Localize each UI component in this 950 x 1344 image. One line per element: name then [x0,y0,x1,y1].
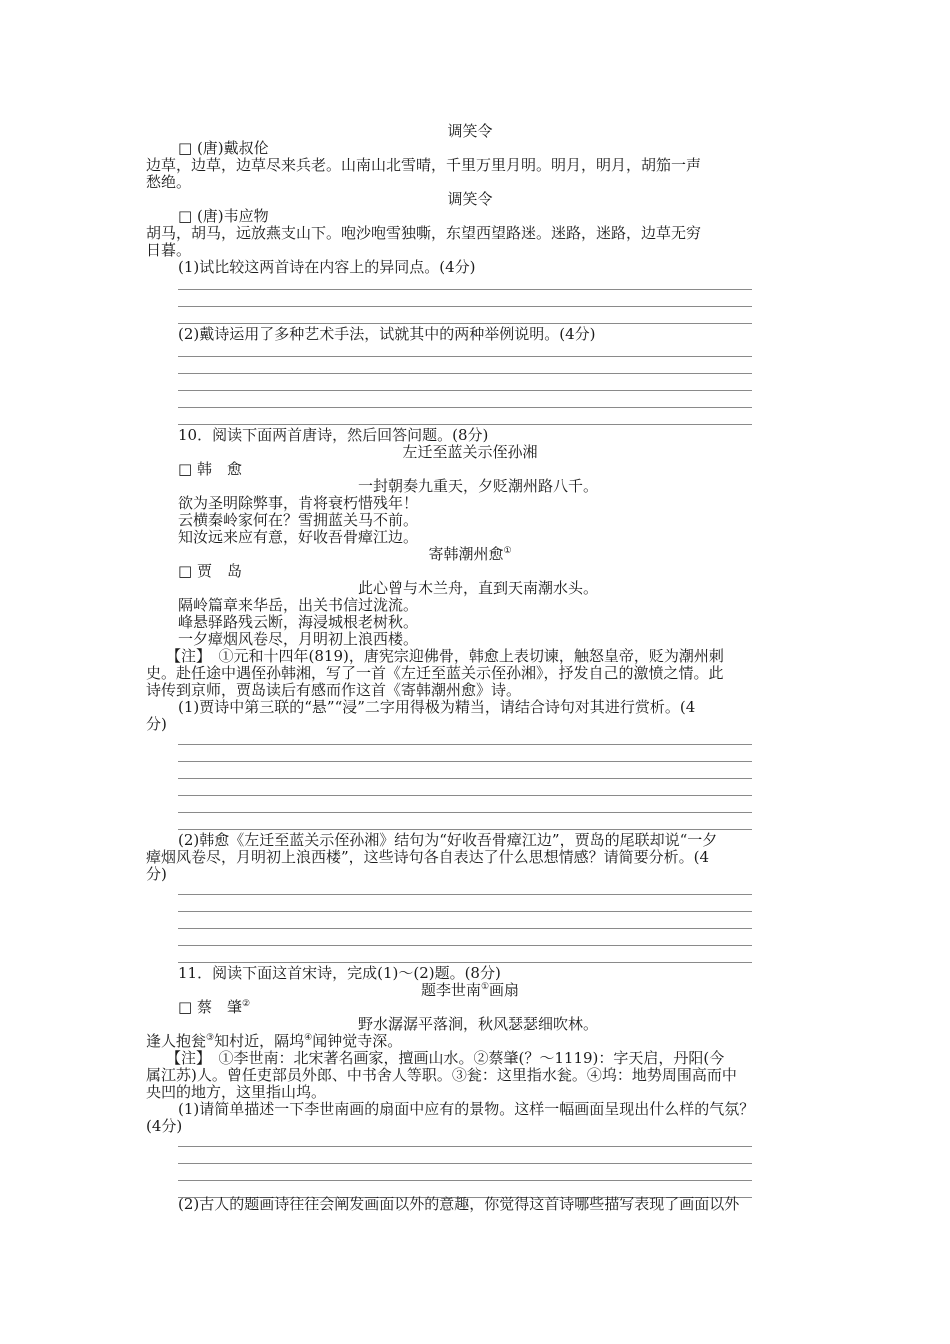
poem-title-text: 寄韩潮州愈 [428,545,504,563]
poem-line: 边草，边草，边草尽来兵老。山南山北雪晴，千里万里月明。明月，明月，胡笳一声 [146,156,702,174]
footnote-marker: ① [480,982,490,992]
poem-line: 一封朝奏九重天，夕贬潮州路八千。 [358,477,599,495]
poem-title [160,982,780,999]
question-text: (2)韩愈《左迁至蓝关示侄孙湘》结句为“好收吾骨瘴江边”，贾岛的尾联却说“一夕 [178,831,718,849]
poem-line: 愁绝。 [146,173,192,191]
footnote-marker: ④ [304,1033,313,1043]
poem-title-text: 画扇 [489,981,520,999]
answer-line [178,744,752,745]
poem-title-text: 题李世南 [420,981,481,999]
poem-line [146,1033,402,1050]
answer-line [178,1146,752,1147]
question-text: (1)试比较这两首诗在内容上的异同点。(4分) [178,258,476,276]
poem-line: 欲为圣明除弊事，肯将衰朽惜残年！ [178,494,419,512]
answer-line [178,1180,752,1181]
poem-line: 峰悬驿路残云断，海浸城根老树秋。 [178,613,419,631]
note-text: 【注】 ①李世南：北宋著名画家，擅画山水。②蔡肇(？～1119)：字天启，丹阳(今 [166,1049,725,1067]
poem-author: □ 韩 愈 [178,460,242,478]
poem-line-text: 知村近，隔坞 [214,1032,305,1050]
footnote-marker: ① [503,546,512,556]
question-text: 分) [146,865,167,883]
answer-line [178,289,752,290]
note-text: 史。赴任途中遇侄孙韩湘，写了一首《左迁至蓝关示侄孙湘》，抒发自己的激愤之情。此 [146,664,724,682]
poem-line: 隔岭篇章来华岳，出关书信过泷流。 [178,596,419,614]
question-text: (2)戴诗运用了多种艺术手法，试就其中的两种举例说明。(4分) [178,325,596,343]
poem-title: 调笑令 [447,122,493,140]
answer-line [178,407,752,408]
poem-line: 胡马，胡马，远放燕支山下。咆沙咆雪独嘶，东望西望路迷。迷路，迷路，边草无穷 [146,224,702,242]
poem-title: 左迁至蓝关示侄孙湘 [402,443,538,461]
answer-line [178,323,752,324]
question-text: (1)贾诗中第三联的“悬”“浸”二字用得极为精当，请结合诗句对其进行赏析。(4 [178,698,696,716]
question-text: (1)请简单描述一下李世南画的扇面中应有的景物。这样一幅画面呈现出什么样的气氛？ [178,1100,755,1118]
note-text: 属江苏)人。曾任吏部员外郎、中书舍人等职。③瓮：这里指水瓮。④坞：地势周围高而中 [146,1066,737,1084]
answer-line [178,829,752,830]
poem-line-text: 闻钟觉寺深。 [312,1032,403,1050]
question-text: (4分) [146,1117,183,1135]
poem-line-text: 逢人抱瓮 [146,1032,207,1050]
poem-title: 调笑令 [447,190,493,208]
footnote-marker: ③ [206,1033,215,1043]
poem-line: 云横秦岭家何在？雪拥蓝关马不前。 [178,511,419,529]
poem-author: □ (唐)韦应物 [178,207,269,225]
answer-line [178,306,752,307]
answer-line [178,1163,752,1164]
poem-line: 野水潺潺平落涧，秋风瑟瑟细吹林。 [358,1015,599,1033]
question-heading: 11．阅读下面这首宋诗，完成(1)～(2)题。(8分) [178,964,501,982]
answer-line [178,424,752,425]
poem-title [160,546,780,563]
poem-author: □ 贾 岛 [178,562,242,580]
answer-line [178,761,752,762]
answer-line [178,928,752,929]
footnote-marker: ② [241,999,251,1009]
poem-author: □ (唐)戴叔伦 [178,139,269,157]
question-heading: 10．阅读下面两首唐诗，然后回答问题。(8分) [178,426,489,444]
answer-line [178,390,752,391]
question-text: (2)古人的题画诗往往会阐发画面以外的意趣，你觉得这首诗哪些描写表现了画面以外 [178,1195,740,1213]
poem-line: 日暮。 [146,241,192,259]
poem-line: 一夕瘴烟风卷尽，月明初上浪西楼。 [178,630,419,648]
poem-line: 知汝远来应有意，好收吾骨瘴江边。 [178,528,419,546]
poem-author-text: □ 蔡 肇 [178,998,242,1016]
answer-line [178,894,752,895]
answer-line [178,812,752,813]
note-text: 央凹的地方，这里指山坞。 [146,1083,327,1101]
note-text: 【注】 ①元和十四年(819)，唐宪宗迎佛骨，韩愈上表切谏，触怒皇帝，贬为潮州刺 [166,647,724,665]
poem-author [178,999,250,1016]
question-text: 瘴烟风卷尽，月明初上浪西楼”，这些诗句各自表达了什么思想情感？请简要分析。(4 [146,848,710,866]
question-text: 分) [146,715,167,733]
answer-line [178,911,752,912]
answer-line [178,945,752,946]
poem-line: 此心曾与木兰舟，直到天南潮水头。 [358,579,599,597]
answer-line [178,962,752,963]
answer-line [178,778,752,779]
answer-line [178,795,752,796]
note-text: 诗传到京师，贾岛读后有感而作这首《寄韩潮州愈》诗。 [146,681,522,699]
answer-line [178,356,752,357]
answer-line [178,373,752,374]
